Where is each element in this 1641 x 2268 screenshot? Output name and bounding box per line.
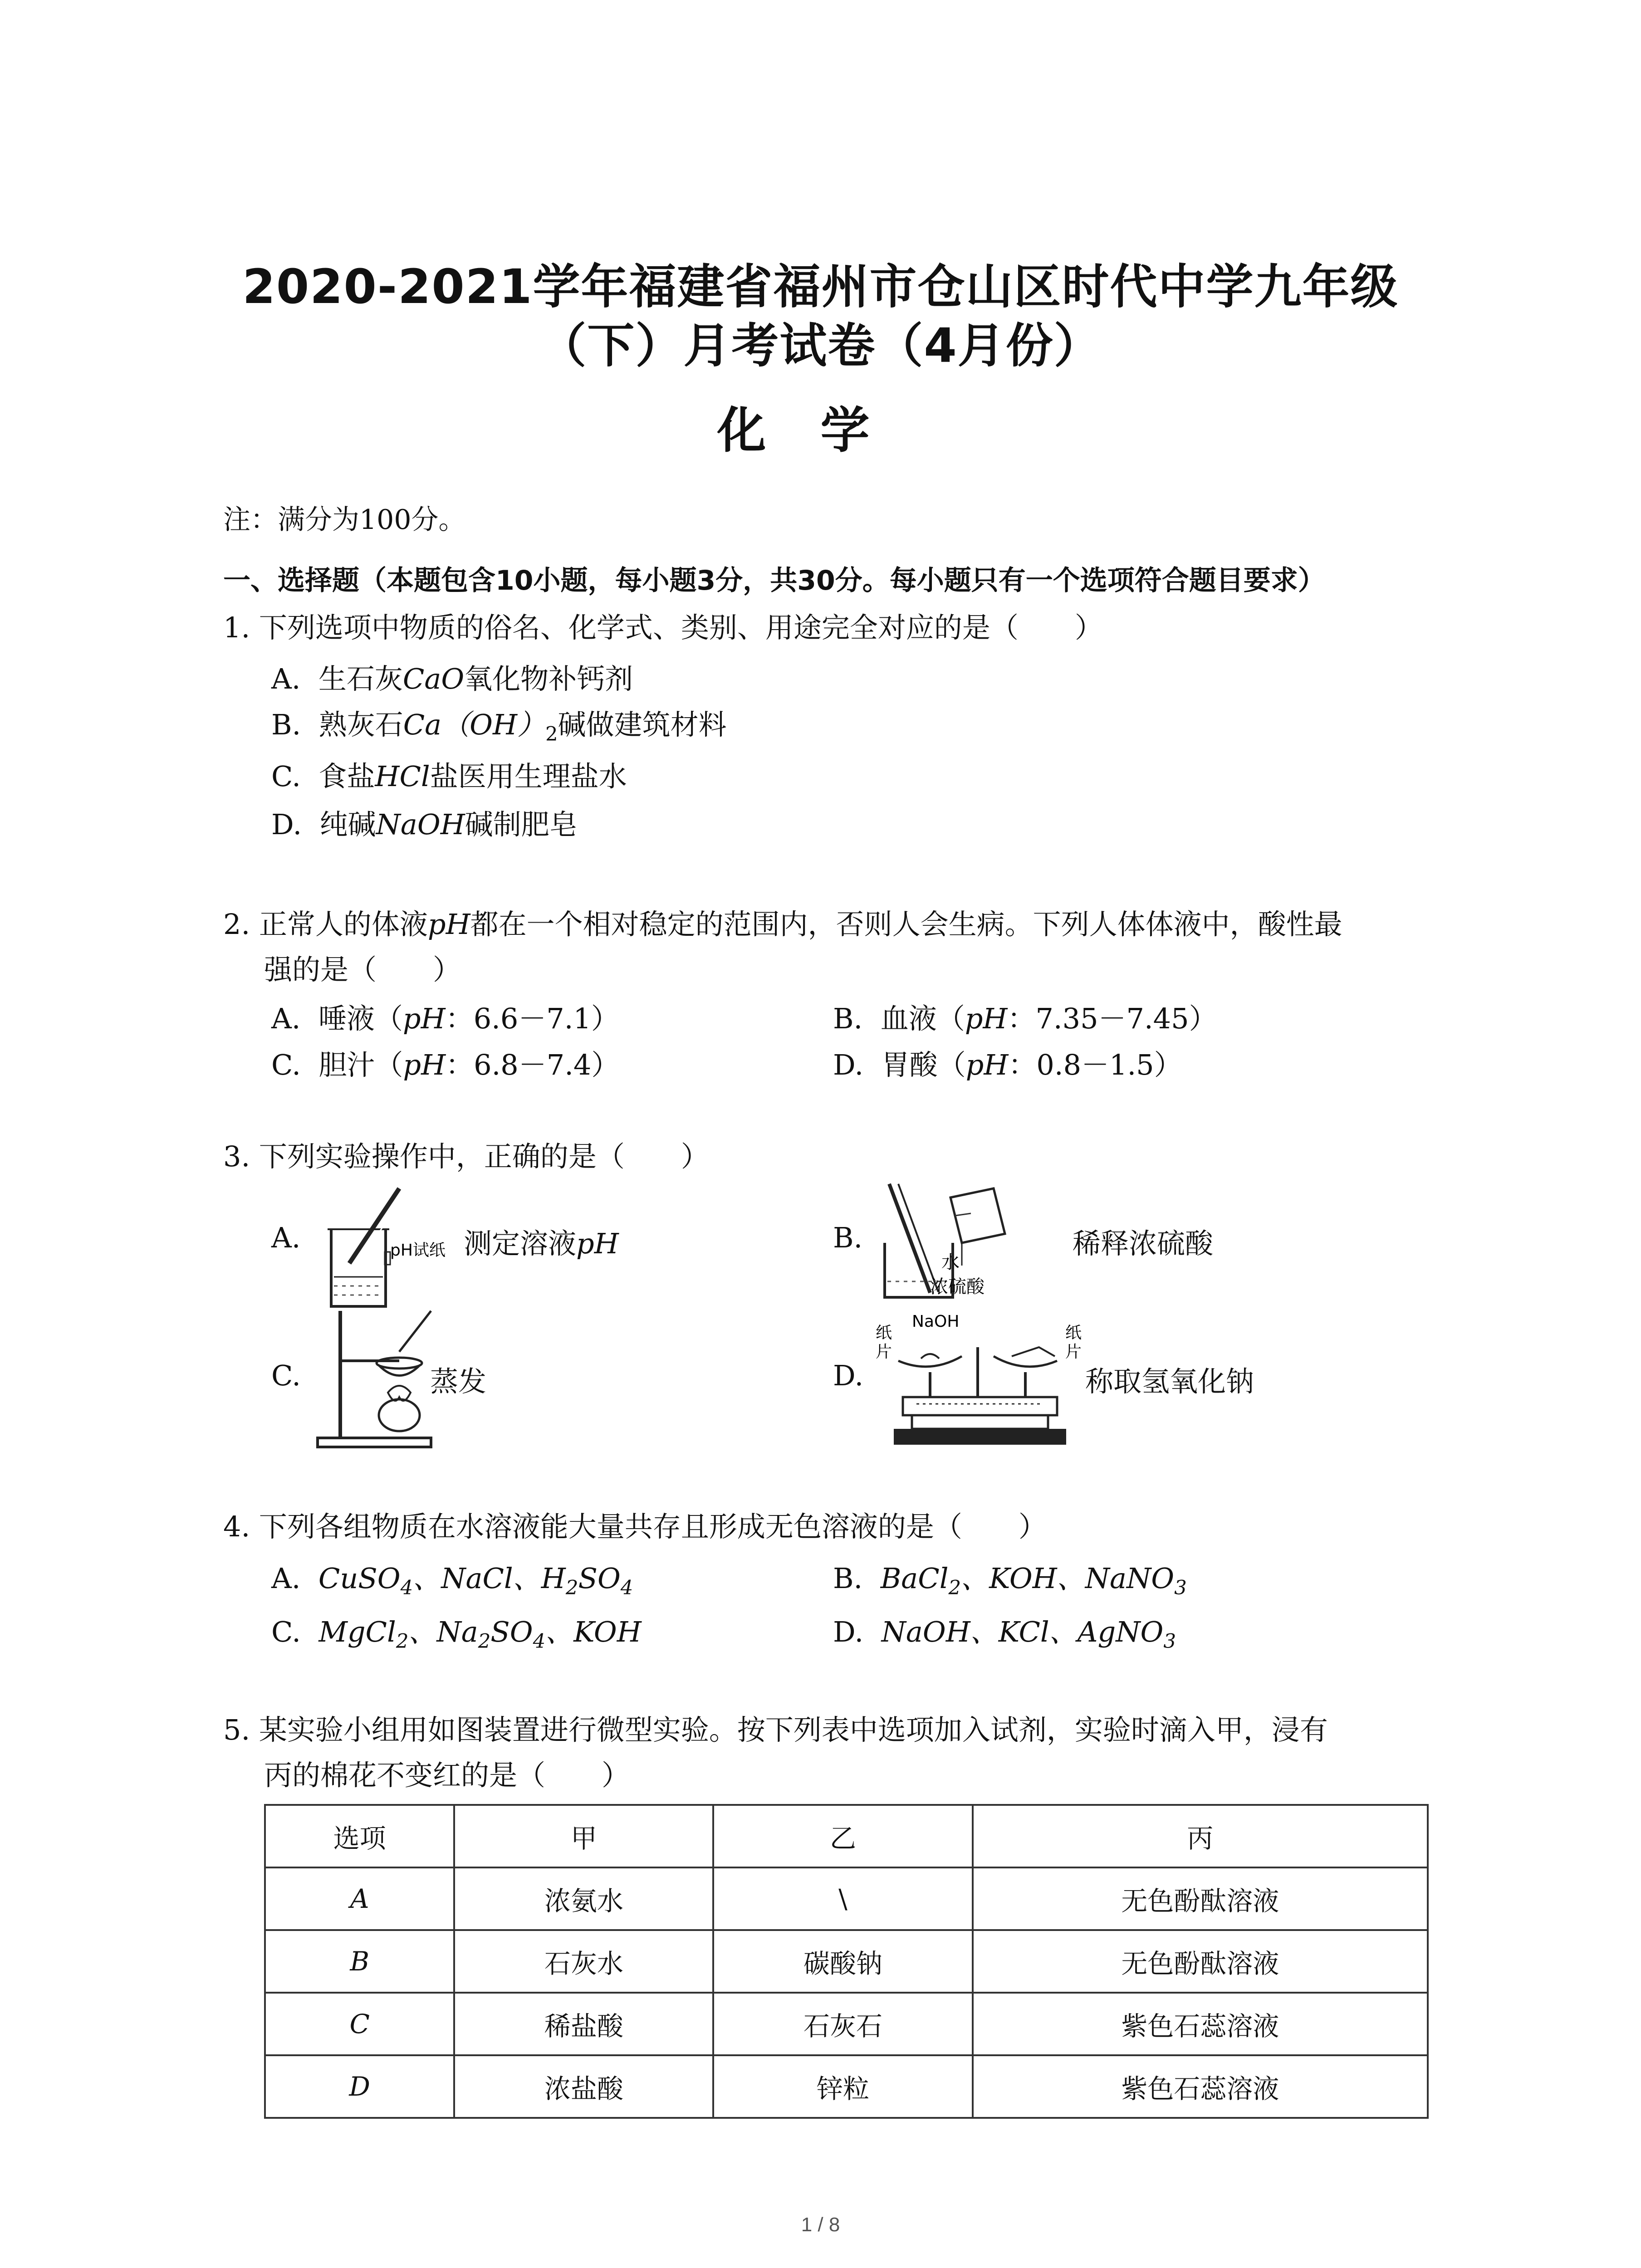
question-1-option-d <box>271 802 578 842</box>
option-name: 唾液（ <box>318 1002 403 1035</box>
stem-text: 2. 正常人的体液 <box>223 908 428 941</box>
question-1-option-b <box>271 702 727 745</box>
table-cell: \ <box>713 1867 972 1930</box>
ph-symbol: pH <box>576 1227 619 1260</box>
table-cell: 稀盐酸 <box>454 1993 713 2055</box>
question-2-stem-line1 <box>223 903 1342 946</box>
option-formula-sub: 2 <box>545 723 558 746</box>
option-rest: 碱做建筑材料 <box>558 708 727 741</box>
option-rest: 氧化物补钙剂 <box>464 662 633 695</box>
question-3-option-b-label: 稀释浓硫酸 <box>1073 1227 1214 1260</box>
table-cell: C <box>265 1993 454 2055</box>
option-letter: D. <box>833 1048 864 1081</box>
dilute-acid-figure <box>880 1179 1025 1315</box>
question-3-option-a-label <box>464 1221 619 1261</box>
ph-symbol: pH <box>402 1002 446 1035</box>
ph-symbol: pH <box>965 1002 1008 1035</box>
question-3-option-d-letter: D. <box>833 1359 864 1392</box>
question-4-option-d <box>833 1609 1176 1652</box>
option-letter: C. <box>271 1048 301 1081</box>
option-name: 生石灰 <box>318 662 403 695</box>
water-label: 水 <box>941 1252 960 1273</box>
option-letter: A. <box>271 662 301 695</box>
conc-acid-label: 浓硫酸 <box>930 1276 985 1297</box>
option-formula: HCl <box>375 760 430 793</box>
table-cell: A <box>265 1867 454 1930</box>
paper-left-label-1: 纸 <box>876 1324 892 1342</box>
table-cell: 碳酸钠 <box>713 1930 972 1993</box>
option-letter: B. <box>271 708 301 741</box>
ph-symbol: pH <box>965 1048 1009 1081</box>
option-text: NaOH、KCl、AgNO$_3$ <box>881 1615 1176 1653</box>
option-name: 纯碱 <box>319 808 376 841</box>
table-row <box>265 1867 1428 1930</box>
option-name: 食盐 <box>318 760 375 793</box>
question-1-option-a <box>271 656 633 697</box>
option-letter: B. <box>833 1002 863 1035</box>
question-5-stem-line2: 丙的棉花不变红的是（ ） <box>264 1759 630 1792</box>
table-cell: 锌粒 <box>713 2055 972 2118</box>
table-row <box>265 1993 1428 2055</box>
exam-title-line1: 2020-2021学年福建省福州市仓山区时代中学九年级 <box>242 259 1399 314</box>
ph-paper-label: pH试纸 <box>390 1241 446 1260</box>
option-range: ：6.6－7.1） <box>445 1002 619 1035</box>
option-text: MgCl$_2$、$Na_2SO_4$、KOH <box>318 1615 642 1653</box>
question-5-stem-line1: 5. 某实验小组用如图装置进行微型实验。按下列表中选项加入试剂，实验时滴入甲，浸有 <box>223 1713 1328 1746</box>
stem-text: 都在一个相对稳定的范围内，否则人会生病。下列人体体液中，酸性最 <box>470 908 1342 941</box>
question-4-option-b <box>833 1556 1187 1599</box>
option-name: 胃酸（ <box>881 1048 966 1081</box>
table-cell: 石灰水 <box>454 1930 713 1993</box>
option-text: CuSO$_4$、NaCl、$H_2SO_4$ <box>318 1562 633 1599</box>
question-3-option-b-letter: B. <box>833 1221 863 1254</box>
ph-symbol: pH <box>403 1048 446 1081</box>
question-4-option-a <box>271 1556 633 1599</box>
option-text: BaCl$_2$、KOH、NaNO$_3$ <box>880 1562 1187 1599</box>
table-cell: D <box>265 2055 454 2118</box>
question-1-stem: 1. 下列选项中物质的俗名、化学式、类别、用途完全对应的是（ ） <box>223 611 1103 644</box>
table-header-cell: 乙 <box>713 1805 972 1867</box>
table-header-cell: 甲 <box>454 1805 713 1867</box>
ph-test-figure <box>322 1179 467 1315</box>
reagent-table <box>264 1804 1429 2119</box>
question-2-option-d <box>833 1042 1182 1083</box>
table-header-cell: 丙 <box>973 1805 1428 1867</box>
option-formula: Ca <box>403 708 442 741</box>
table-cell: 紫色石蕊溶液 <box>973 1993 1428 2055</box>
option-formula: NaOH <box>376 808 465 841</box>
paper-right-label-1: 纸 <box>1065 1324 1082 1342</box>
table-cell: 石灰石 <box>713 1993 972 2055</box>
option-letter: A. <box>271 1562 301 1595</box>
question-1-option-c <box>271 754 627 794</box>
naoh-label: NaOH <box>912 1312 960 1331</box>
question-2-option-a <box>271 996 619 1036</box>
option-range: ：6.8－7.4） <box>446 1048 620 1081</box>
option-range: ：0.8－1.5） <box>1008 1048 1182 1081</box>
option-range: ：7.35－7.45） <box>1007 1002 1217 1035</box>
paper-right-label-2: 片 <box>1065 1343 1082 1361</box>
option-letter: C. <box>271 1615 301 1648</box>
balance-figure <box>876 1306 1093 1456</box>
table-cell: 无色酚酞溶液 <box>973 1867 1428 1930</box>
option-name: 血液（ <box>880 1002 965 1035</box>
option-letter: C. <box>271 760 301 793</box>
table-row <box>265 1930 1428 1993</box>
option-formula: （OH） <box>441 708 546 741</box>
question-3-option-c-letter: C. <box>271 1359 301 1392</box>
option-name: 胆汁（ <box>318 1048 403 1081</box>
table-cell: 无色酚酞溶液 <box>973 1930 1428 1993</box>
question-4-stem: 4. 下列各组物质在水溶液能大量共存且形成无色溶液的是（ ） <box>223 1510 1047 1543</box>
subject-title: 化学 <box>717 402 924 459</box>
option-letter: A. <box>271 1002 301 1035</box>
question-2-stem-line2: 强的是（ ） <box>264 953 461 986</box>
question-3-option-a-letter: A. <box>271 1221 301 1254</box>
option-name: 熟灰石 <box>318 708 403 741</box>
question-2-option-c <box>271 1042 619 1083</box>
table-cell: 浓氨水 <box>454 1867 713 1930</box>
option-label: 测定溶液 <box>464 1227 577 1260</box>
page-number: 1 / 8 <box>801 2214 840 2236</box>
option-formula: CaO <box>402 662 465 695</box>
question-3-option-d-label: 称取氢氧化钠 <box>1085 1365 1254 1398</box>
table-row <box>265 2055 1428 2118</box>
question-3-option-c-label: 蒸发 <box>430 1365 487 1398</box>
exam-title-line2: （下）月考试卷（4月份） <box>539 318 1102 373</box>
score-note: 注：满分为100分。 <box>223 504 466 536</box>
option-letter: D. <box>833 1615 864 1648</box>
table-cell: 紫色石蕊溶液 <box>973 2055 1428 2118</box>
section-heading: 一、选择题（本题包含10小题，每小题3分，共30分。每小题只有一个选项符合题目要求） <box>223 565 1325 596</box>
option-letter: B. <box>833 1562 863 1595</box>
question-4-option-c <box>271 1609 642 1652</box>
table-header-cell: 选项 <box>265 1805 454 1867</box>
paper-left-label-2: 片 <box>876 1343 892 1361</box>
table-cell: B <box>265 1930 454 1993</box>
option-letter: D. <box>271 808 302 841</box>
option-rest: 盐医用生理盐水 <box>430 760 627 793</box>
question-3-stem: 3. 下列实验操作中，正确的是（ ） <box>223 1140 709 1173</box>
table-cell: 浓盐酸 <box>454 2055 713 2118</box>
option-rest: 碱制肥皂 <box>465 808 578 841</box>
question-2-option-b <box>833 996 1217 1036</box>
table-header-row <box>265 1805 1428 1867</box>
ph-symbol: pH <box>427 908 470 941</box>
